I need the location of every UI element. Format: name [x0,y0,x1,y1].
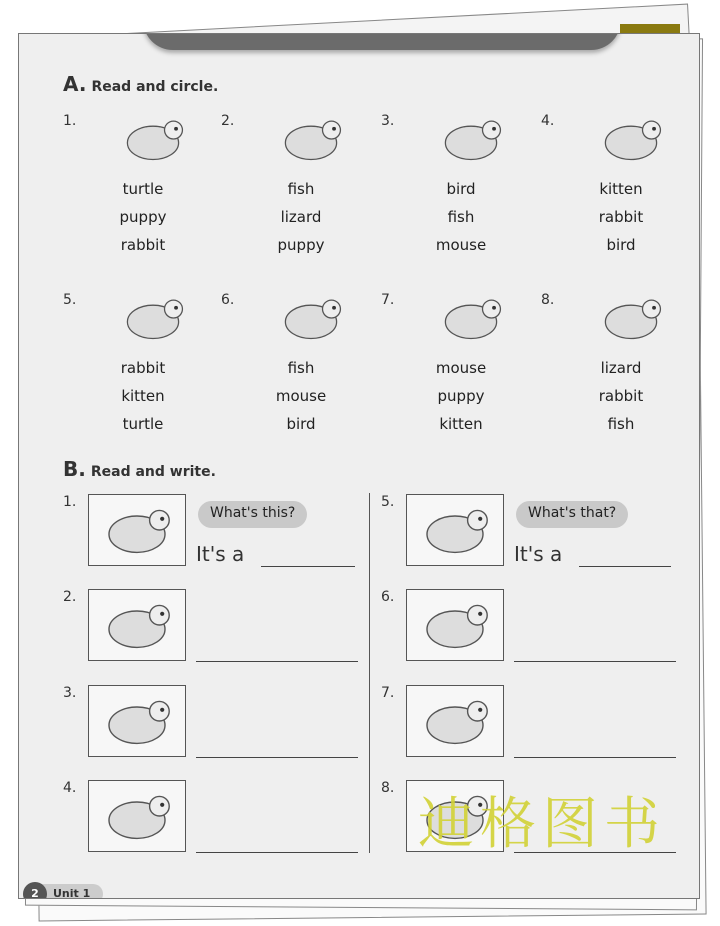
section-a-heading [63,72,218,96]
watermark: 迪格图书 [418,792,666,857]
word-choice[interactable]: fish [287,359,315,377]
item-number: 5. [381,494,395,510]
answer-line[interactable] [514,661,676,662]
word-choice[interactable]: rabbit [120,236,166,254]
header-banner [143,33,621,50]
word-choice[interactable]: rabbit [598,387,644,405]
answer-line[interactable] [579,566,671,567]
speech-bubble: What's this? [198,501,307,528]
item-number: 8. [381,780,395,796]
column-divider [369,493,370,853]
kitten-picture-icon [88,494,186,566]
fish-picture-icon [88,685,186,757]
answer-line[interactable] [196,757,358,758]
rabbit-picture-icon [88,780,186,852]
item-number: 7. [381,292,395,308]
word-choice[interactable]: mouse [275,387,327,405]
word-choice[interactable]: puppy [437,387,485,405]
item-number: 1. [63,113,77,129]
mouse-picture-icon [406,685,504,757]
item-number: 4. [541,113,555,129]
item-number: 3. [63,685,77,701]
word-choice[interactable]: mouse [435,236,487,254]
page-footer [23,884,103,899]
item-number: 8. [541,292,555,308]
word-choice[interactable]: kitten [599,180,643,198]
item-number: 1. [63,494,77,510]
answer-line[interactable] [196,852,358,853]
word-choice[interactable]: puppy [277,236,325,254]
turtle-picture-icon [406,589,504,661]
word-choice[interactable]: kitten [439,415,483,433]
item-number: 2. [63,589,77,605]
page-number: 2 [23,882,47,899]
speech-bubble: What's that? [516,501,628,528]
word-choice[interactable]: fish [607,415,635,433]
word-choice[interactable]: puppy [119,208,167,226]
answer-prompt: It's a [196,542,245,566]
word-choice[interactable]: rabbit [598,208,644,226]
word-choice[interactable]: lizard [600,359,642,377]
word-choice[interactable]: lizard [280,208,322,226]
word-choice[interactable]: bird [286,415,316,433]
word-choice[interactable]: bird [446,180,476,198]
word-choice[interactable]: fish [287,180,315,198]
turtle-picture-icon [113,286,193,354]
item-number: 3. [381,113,395,129]
word-choice[interactable]: rabbit [120,359,166,377]
word-choice[interactable]: bird [606,236,636,254]
section-letter: A. [63,72,87,96]
word-choice[interactable]: mouse [435,359,487,377]
word-choice[interactable]: fish [447,208,475,226]
kitten-picture-icon [431,286,511,354]
word-choice[interactable]: turtle [122,180,164,198]
answer-line[interactable] [261,566,355,567]
fish-picture-icon [271,107,351,175]
item-number: 6. [221,292,235,308]
item-number: 5. [63,292,77,308]
bird-picture-icon [88,589,186,661]
item-number: 7. [381,685,395,701]
mouse-picture-icon [271,286,351,354]
answer-line[interactable] [514,757,676,758]
puppy-picture-icon [113,107,193,175]
section-title: Read and circle. [91,79,219,95]
word-choice[interactable]: kitten [121,387,165,405]
section-letter: B. [63,457,86,481]
workbook-page [18,33,700,899]
answer-line[interactable] [196,661,358,662]
lizard-picture-icon [591,286,671,354]
item-number: 6. [381,589,395,605]
word-choice[interactable]: turtle [122,415,164,433]
bird-picture-icon [431,107,511,175]
answer-prompt: It's a [514,542,563,566]
lizard-picture-icon [406,494,504,566]
item-number: 2. [221,113,235,129]
unit-label: Unit 1 [53,887,91,899]
section-title: Read and write. [90,464,216,480]
rabbit-picture-icon [591,107,671,175]
section-b-heading [63,457,216,481]
item-number: 4. [63,780,77,796]
